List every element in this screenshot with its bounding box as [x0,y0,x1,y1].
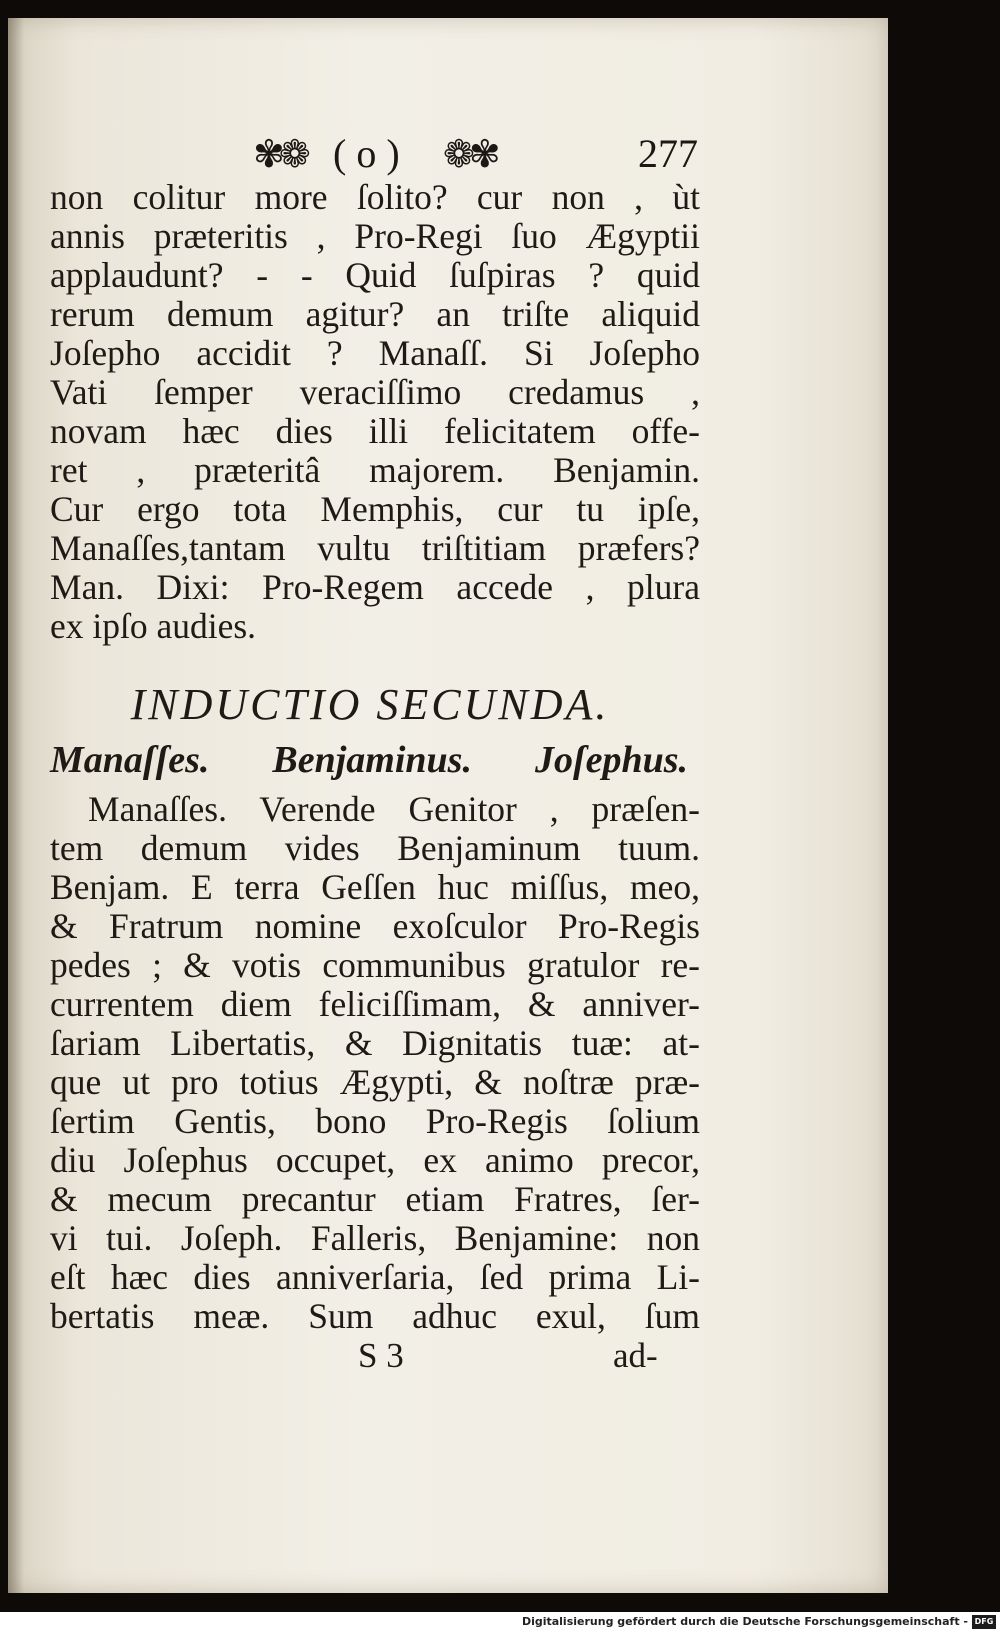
text-line: non colitur more ſolito? cur non , ùt [50,177,700,217]
text-line: & mecum precantur etiam Fratres, ſer- [50,1179,700,1219]
funding-credit: Digitalisierung gefördert durch die Deutsche Forschungsgemeinschaft - [521,1615,968,1628]
text-line: Benjam. E terra Geſſen huc miſſus, meo, [50,867,700,907]
text-line: rerum demum agitur? an triſte aliquid [50,294,700,334]
folio-mark: ( o ) [333,131,400,176]
section-gap [50,646,700,680]
ornament-left-icon: ✾❁ [253,132,305,176]
text-line: Manaſſes. Verende Genitor , præſen- [88,789,700,829]
text-line: currentem diem feliciſſimam, & anniver- [50,984,700,1024]
text-line: vi tui. Joſeph. Falleris, Benjamine: non [50,1218,700,1258]
text-line: Cur ergo tota Memphis, cur tu ipſe, [50,489,700,529]
digitization-footer [0,1612,1000,1632]
text-line: ſertim Gentis, bono Pro-Regis ſolium [50,1101,700,1141]
person-name: Benjaminus. [272,739,472,781]
person-name: Manaſſes. [50,739,210,781]
text-line: pedes ; & votis communibus gratulor re- [50,945,700,985]
text-line: novam hæc dies illi felicitatem offe- [50,411,700,451]
body-text [50,178,700,1336]
dfg-logo: DFG [972,1615,996,1629]
signature-mark: S 3 [358,1336,404,1375]
person-name: Joſephus. [534,739,689,781]
text-line: ſariam Libertatis, & Dignitatis tuæ: at- [50,1023,700,1063]
text-line: applaudunt? - - Quid ſuſpiras ? quid [50,255,700,295]
text-line: & Fratrum nomine exoſculor Pro-Regis [50,906,700,946]
ornament-right-icon: ❁✾ [443,132,495,176]
text-line: Man. Dixi: Pro-Regem accede , plura [50,567,700,607]
text-line: eſt hæc dies anniverſaria, ſed prima Li- [50,1257,700,1297]
text-line: diu Joſephus occupet, ex animo precor, [50,1140,700,1180]
running-header [253,124,723,180]
text-line: bertatis meæ. Sum adhuc exul, ſum [50,1296,700,1336]
catchword: ad- [613,1336,658,1375]
text-line: ex ipſo audies. [50,606,257,646]
text-line: ret , præteritâ majorem. Benjamin. [50,450,700,490]
page-fold-shadow [8,18,24,1593]
text-line: Manaſſes,tantam vultu triſtitiam præfers? [50,528,700,568]
page-number: 277 [638,131,698,176]
text-line: Joſepho accidit ? Manaſſ. Si Joſepho [50,333,700,373]
dramatis-personae [50,730,700,790]
text-line: que ut pro totius Ægypti, & noſtræ præ- [50,1062,700,1102]
text-line: annis præteritis , Pro-Regi ſuo Ægyptii [50,216,700,256]
book-page [8,18,888,1593]
section-title: INDUCTIO SECUNDA. [130,680,610,729]
text-line: tem demum vides Benjaminum tuum. [50,828,700,868]
text-line: Vati ſemper veraciſſimo credamus , [50,372,700,412]
